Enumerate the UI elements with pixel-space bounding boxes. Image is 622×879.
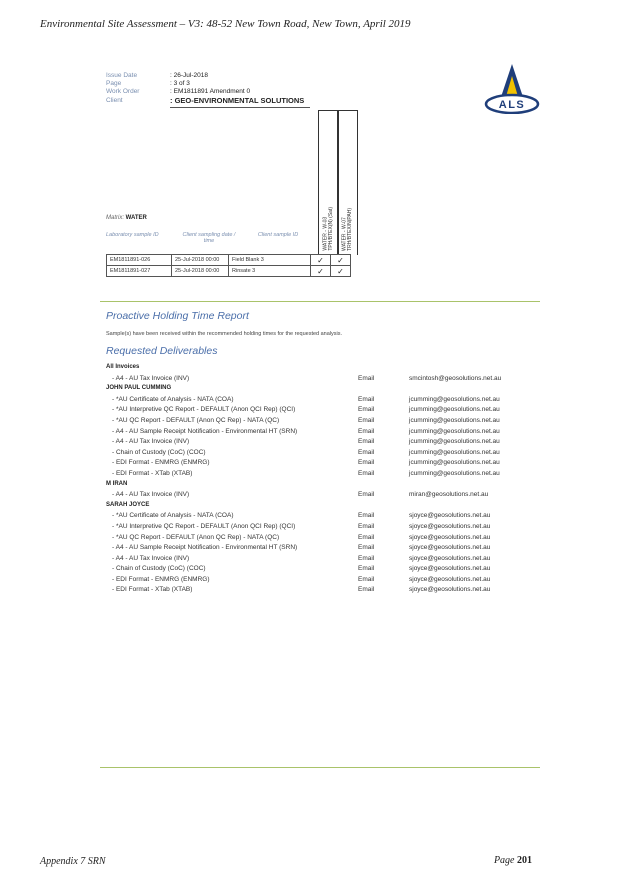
recipient-email: sjoyce@geosolutions.net.au	[409, 565, 491, 573]
deliverable-name: - EDI Format - XTab (XTAB)	[112, 586, 193, 594]
samples-table	[106, 254, 351, 277]
analysis-column-2-line1: WATER - W-07	[341, 217, 347, 251]
table-row	[107, 266, 351, 277]
table-row	[107, 255, 351, 266]
recipient-email: sjoyce@geosolutions.net.au	[409, 533, 491, 541]
deliverable-row	[106, 396, 526, 407]
recipient-email: jcumming@geosolutions.net.au	[409, 469, 500, 477]
client-label: Client	[106, 97, 123, 104]
recipient-group-row	[106, 385, 526, 396]
deliverable-name: - Chain of Custody (CoC) (COC)	[112, 565, 206, 573]
deliverable-name: - *AU Interpretive QC Report - DEFAULT (Anon QCI Rep) (QCI)	[112, 406, 296, 414]
delivery-method: Email	[358, 416, 375, 424]
client-id-cell: Field Blank 3	[229, 255, 311, 266]
client-underline	[170, 107, 310, 108]
page-value: : 3 of 3	[170, 80, 190, 87]
footer-page-number: 201	[517, 855, 532, 866]
recipient-email: sjoyce@geosolutions.net.au	[409, 575, 491, 583]
issue-date-value: : 26-Jul-2018	[170, 72, 208, 79]
deliverable-row	[106, 491, 526, 502]
recipient-email: sjoyce@geosolutions.net.au	[409, 544, 491, 552]
delivery-method: Email	[358, 575, 375, 583]
lab-id-header: Laboratory sample ID	[106, 232, 159, 238]
page-label: Page	[106, 80, 122, 87]
work-order-label: Work Order	[106, 88, 140, 95]
lab-id-cell: EM1811891-027	[107, 266, 172, 277]
recipient-email: smcintosh@geosolutions.net.au	[409, 374, 502, 382]
delivery-method: Email	[358, 586, 375, 594]
deliverable-row	[106, 512, 526, 523]
recipient-group-label: M IRAN	[106, 480, 128, 487]
footer-page-label: Page	[493, 855, 515, 866]
recipient-group-row	[106, 364, 526, 375]
recipient-group-row	[106, 502, 526, 513]
deliverable-row	[106, 523, 526, 534]
delivery-method: Email	[358, 374, 375, 382]
holding-time-title: Proactive Holding Time Report	[106, 310, 249, 322]
deliverables-list	[106, 364, 526, 597]
deliverable-row	[106, 555, 526, 566]
deliverable-row	[106, 459, 526, 470]
delivery-method: Email	[358, 395, 375, 403]
deliverable-row	[106, 544, 526, 555]
recipient-email: jcumming@geosolutions.net.au	[409, 438, 500, 446]
recipient-group-label: JOHN PAUL CUMMING	[106, 385, 172, 392]
recipient-email: jcumming@geosolutions.net.au	[409, 427, 500, 435]
recipient-email: jcumming@geosolutions.net.au	[409, 416, 500, 424]
recipient-group-label: All Invoices	[106, 364, 140, 370]
check-icon: ✓	[331, 255, 351, 266]
footer-left: Appendix 7 SRN	[40, 856, 106, 867]
delivery-method: Email	[358, 533, 375, 541]
deliverable-name: - A4 - AU Tax Invoice (INV)	[112, 374, 190, 382]
analysis-column-1-line2: TPH/BTEX(N) (Sat)	[327, 207, 334, 251]
deliverable-name: - A4 - AU Tax Invoice (INV)	[112, 491, 190, 499]
recipient-group-row	[106, 481, 526, 492]
deliverable-name: - Chain of Custody (CoC) (COC)	[112, 448, 206, 456]
recipient-email: sjoyce@geosolutions.net.au	[409, 586, 491, 594]
recipient-email: jcumming@geosolutions.net.au	[409, 406, 500, 414]
delivery-method: Email	[358, 544, 375, 552]
bottom-divider	[100, 767, 540, 768]
deliverable-row	[106, 449, 526, 460]
deliverable-row	[106, 565, 526, 576]
delivery-method: Email	[358, 522, 375, 530]
delivery-method: Email	[358, 438, 375, 446]
recipient-email: jcumming@geosolutions.net.au	[409, 459, 500, 467]
datetime-cell: 25-Jul-2018 00:00	[172, 255, 229, 266]
deliverable-row	[106, 438, 526, 449]
client-value: : GEO-ENVIRONMENTAL SOLUTIONS	[170, 96, 305, 105]
client-id-cell: Rinsate 3	[229, 266, 311, 277]
delivery-method: Email	[358, 554, 375, 562]
delivery-method: Email	[358, 448, 375, 456]
footer-right	[494, 855, 532, 866]
analysis-column-2-line2: TRH/BTEX/N(PAH)	[346, 208, 353, 251]
deliverable-row	[106, 375, 526, 386]
issue-date-label: Issue Date	[106, 72, 138, 79]
logo-text: ALS	[498, 99, 526, 111]
recipient-group-label: SARAH JOYCE	[106, 501, 150, 508]
deliverable-row	[106, 406, 526, 417]
deliverable-name: - *AU Certificate of Analysis - NATA (COA)	[112, 512, 234, 520]
check-icon: ✓	[311, 266, 331, 277]
datetime-cell: 25-Jul-2018 00:00	[172, 266, 229, 277]
deliverable-name: - *AU QC Report - DEFAULT (Anon QC Rep) - NATA (QC)	[112, 416, 280, 424]
matrix-value: WATER	[125, 215, 147, 221]
recipient-email: sjoyce@geosolutions.net.au	[409, 512, 491, 520]
check-icon: ✓	[331, 266, 351, 277]
deliverable-name: - A4 - AU Sample Receipt Notification - Environmental HT (SRN)	[112, 544, 298, 552]
work-order-value: : EM1811891 Amendment 0	[170, 88, 251, 95]
delivery-method: Email	[358, 469, 375, 477]
delivery-method: Email	[358, 406, 375, 414]
requested-deliverables-title: Requested Deliverables	[106, 345, 218, 357]
delivery-method: Email	[358, 512, 375, 520]
sampling-date-header: Client sampling date / time	[182, 232, 236, 244]
section-divider	[100, 301, 540, 302]
recipient-email: miran@geosolutions.net.au	[409, 491, 489, 499]
deliverable-name: - A4 - AU Tax Invoice (INV)	[112, 554, 190, 562]
deliverable-name: - EDI Format - ENMRG (ENMRG)	[112, 459, 210, 467]
deliverable-row	[106, 576, 526, 587]
deliverable-name: - A4 - AU Sample Receipt Notification - Environmental HT (SRN)	[112, 427, 298, 435]
deliverable-row	[106, 534, 526, 545]
lab-id-cell: EM1811891-026	[107, 255, 172, 266]
deliverable-row	[106, 586, 526, 597]
als-logo	[484, 62, 540, 114]
delivery-method: Email	[358, 565, 375, 573]
deliverable-row	[106, 417, 526, 428]
recipient-email: sjoyce@geosolutions.net.au	[409, 554, 491, 562]
delivery-method: Email	[358, 427, 375, 435]
deliverable-row	[106, 470, 526, 481]
recipient-email: jcumming@geosolutions.net.au	[409, 448, 500, 456]
analysis-column-2	[337, 110, 358, 255]
matrix-line	[106, 215, 147, 221]
client-sample-id-header: Client sample ID	[257, 232, 299, 238]
recipient-email: sjoyce@geosolutions.net.au	[409, 522, 491, 530]
delivery-method: Email	[358, 491, 375, 499]
deliverable-name: - EDI Format - XTab (XTAB)	[112, 469, 193, 477]
check-icon: ✓	[311, 255, 331, 266]
holding-time-note: Sample(s) have been received within the recommended holding times for the requested analysis.	[106, 331, 343, 337]
delivery-method: Email	[358, 459, 375, 467]
matrix-label: Matrix:	[106, 215, 124, 221]
deliverable-name: - A4 - AU Tax Invoice (INV)	[112, 438, 190, 446]
deliverable-name: - *AU QC Report - DEFAULT (Anon QC Rep) - NATA (QC)	[112, 533, 280, 541]
deliverable-row	[106, 428, 526, 439]
analysis-column-1-line1: WATER - W-03	[322, 217, 328, 251]
document-header-title: Environmental Site Assessment – V3: 48-52 New Town Road, New Town, April 2019	[40, 18, 411, 30]
deliverable-name: - *AU Interpretive QC Report - DEFAULT (Anon QCI Rep) (QCI)	[112, 522, 296, 530]
deliverable-name: - EDI Format - ENMRG (ENMRG)	[112, 575, 210, 583]
deliverable-name: - *AU Certificate of Analysis - NATA (COA)	[112, 395, 234, 403]
analysis-column-1	[318, 110, 339, 255]
recipient-email: jcumming@geosolutions.net.au	[409, 395, 500, 403]
